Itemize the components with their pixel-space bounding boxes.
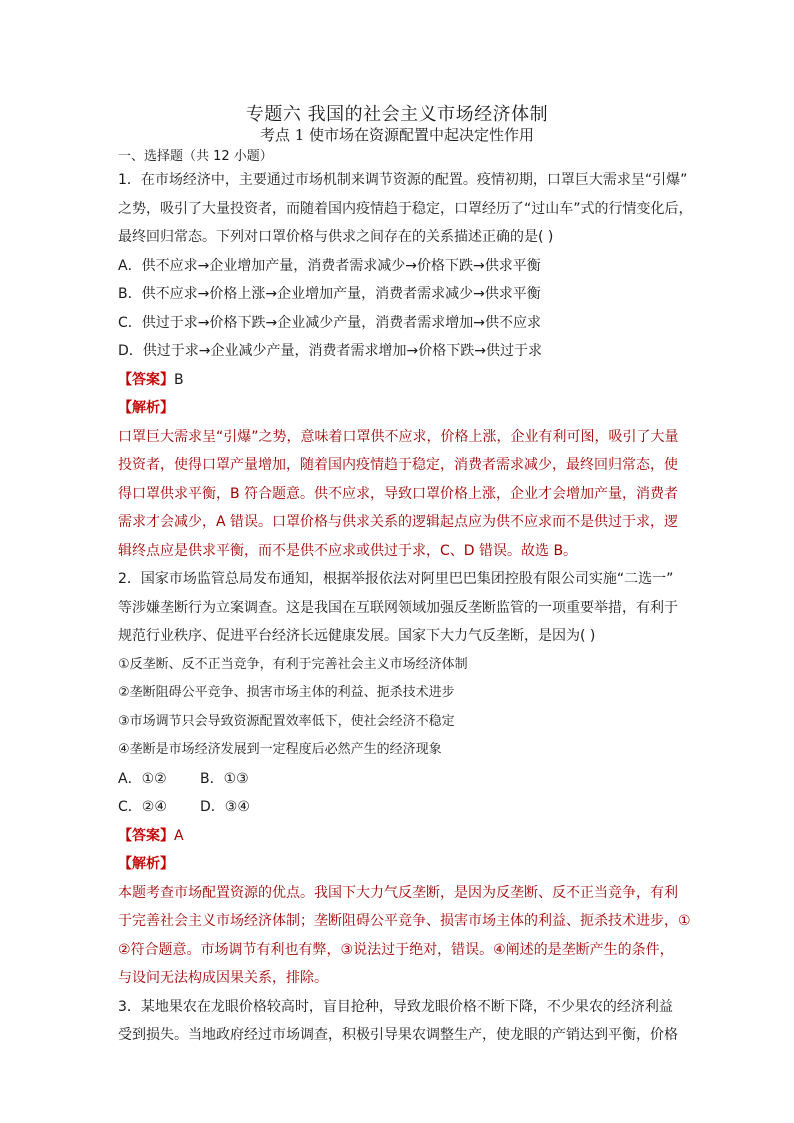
q2-item: ③市场调节只会导致资源配置效率低下，使社会经济不稳定 [118,713,455,729]
q2-option-c: C．②④ [118,799,167,815]
q2-item: ②垄断阻碍公平竞争、损害市场主体的利益、扼杀技术进步 [118,685,455,700]
question-content [118,166,693,1050]
q2-stem-line: 2．国家市场监管总局发布通知，根据举报依法对阿里巴巴集团控股有限公司实施“二选一” [118,571,674,587]
q1-stem-line: 之势，吸引了大量投资者，而随着国内疫情趋于稳定，口罩经历了“过山车”式的行情变化后， [118,200,693,217]
q2-analysis-line: 本题考查市场配置资源的优点。我国下大力气反垄断，是因为反垄断、反不正当竞争，有利 [118,884,678,901]
q2-analysis-line: 与设问无法构成因果关系，排除。 [118,970,328,986]
q2-option-b: B．①③ [200,770,249,787]
q1-option-a: A．供不应求→企业增加产量，消费者需求减少→价格下跌→供求平衡 [118,257,541,274]
q1-analysis-line: 口罩巨大需求呈“引爆”之势，意味着口罩供不应求，价格上涨，企业有利可图，吸引了大量 [118,428,679,445]
q3-stem-line: 受到损失。当地政府经过市场调查，积极引导果农调整生产，使龙眼的产销达到平衡，价格 [118,1027,678,1043]
document-subtitle: 考点 1 使市场在资源配置中起决定性作用 [259,126,535,144]
q2-analysis-heading [118,850,678,879]
q2-option-d: D．③④ [200,799,250,815]
q2-item: ①反垄断、反不正当竞争，有利于完善社会主义市场经济体制 [118,656,468,672]
q2-stem-line: 规范行业秩序、促进平台经济长远健康发展。国家下大力气反垄断，是因为( ) [118,628,596,644]
q1-option-d: D．供过于求→企业减少产量，消费者需求增加→价格下跌→供过于求 [118,343,542,359]
q3-stem-line: 3．某地果农在龙眼价格较高时，盲目抢种，导致龙眼价格不断下降，不少果农的经济利益 [118,998,673,1015]
q1-analysis-line: 投资者，使得口罩产量增加，随着国内疫情趋于稳定，消费者需求减少，最终回归常态，使 [118,457,678,473]
q2-option-a: A．①② [118,770,167,787]
q1-stem-line: 最终回归常态。下列对口罩价格与供求之间存在的关系描述正确的是( ) [118,229,554,245]
document-title: 专题六 我国的社会主义市场经济体制 [245,104,549,125]
q1-answer [118,366,678,395]
answer-tag: 【答案】 [118,827,174,844]
q1-analysis-heading [118,394,678,423]
q2-analysis-line: ②符合题意。市场调节有利也有弊，③说法过于绝对，错误。④阐述的是垄断产生的条件， [118,941,674,958]
analysis-tag: 【解析】 [118,856,174,872]
q1-option-b: B．供不应求→价格上涨→企业增加产量，消费者需求减少→供求平衡 [118,286,541,302]
q2-item: ④垄断是市场经济发展到一定程度后必然产生的经济现象 [118,742,442,757]
answer-value: B [174,371,184,388]
q1-analysis-line: 辑终点应是供求平衡，而不是供不应求或供过于求，C、D 错误。故选 B。 [118,542,578,559]
q2-analysis-line: 于完善社会主义市场经济体制；垄断阻碍公平竞争、损害市场主体的利益、扼杀技术进步，① [118,913,691,929]
analysis-tag: 【解析】 [118,400,174,416]
q2-stem-line: 等涉嫌垄断行为立案调查。这是我国在互联网领域加强反垄断监管的一项重要举措，有利于 [118,599,678,616]
q2-options-row [118,793,678,822]
q1-option-c: C．供过于求→价格下跌→企业减少产量，消费者需求增加→供不应求 [118,314,541,331]
q1-stem-line: 1．在市场经济中，主要通过市场机制来调节资源的配置。疫情初期，口罩巨大需求呈“引爆” [118,172,688,188]
answer-value: A [174,827,184,844]
q1-analysis-line: 得口罩供求平衡，B 符合题意。供不应求，导致口罩价格上涨，企业才会增加产量，消费者 [118,485,679,502]
q1-analysis-line: 需求才会减少，A 错误。口罩价格与供求关系的逻辑起点应为供不应求而不是供过于求，逻 [118,514,679,530]
q2-answer [118,822,678,851]
answer-tag: 【答案】 [118,371,174,388]
section-heading: 一、选择题（共 12 小题） [118,149,273,164]
q2-options-row [118,765,678,794]
